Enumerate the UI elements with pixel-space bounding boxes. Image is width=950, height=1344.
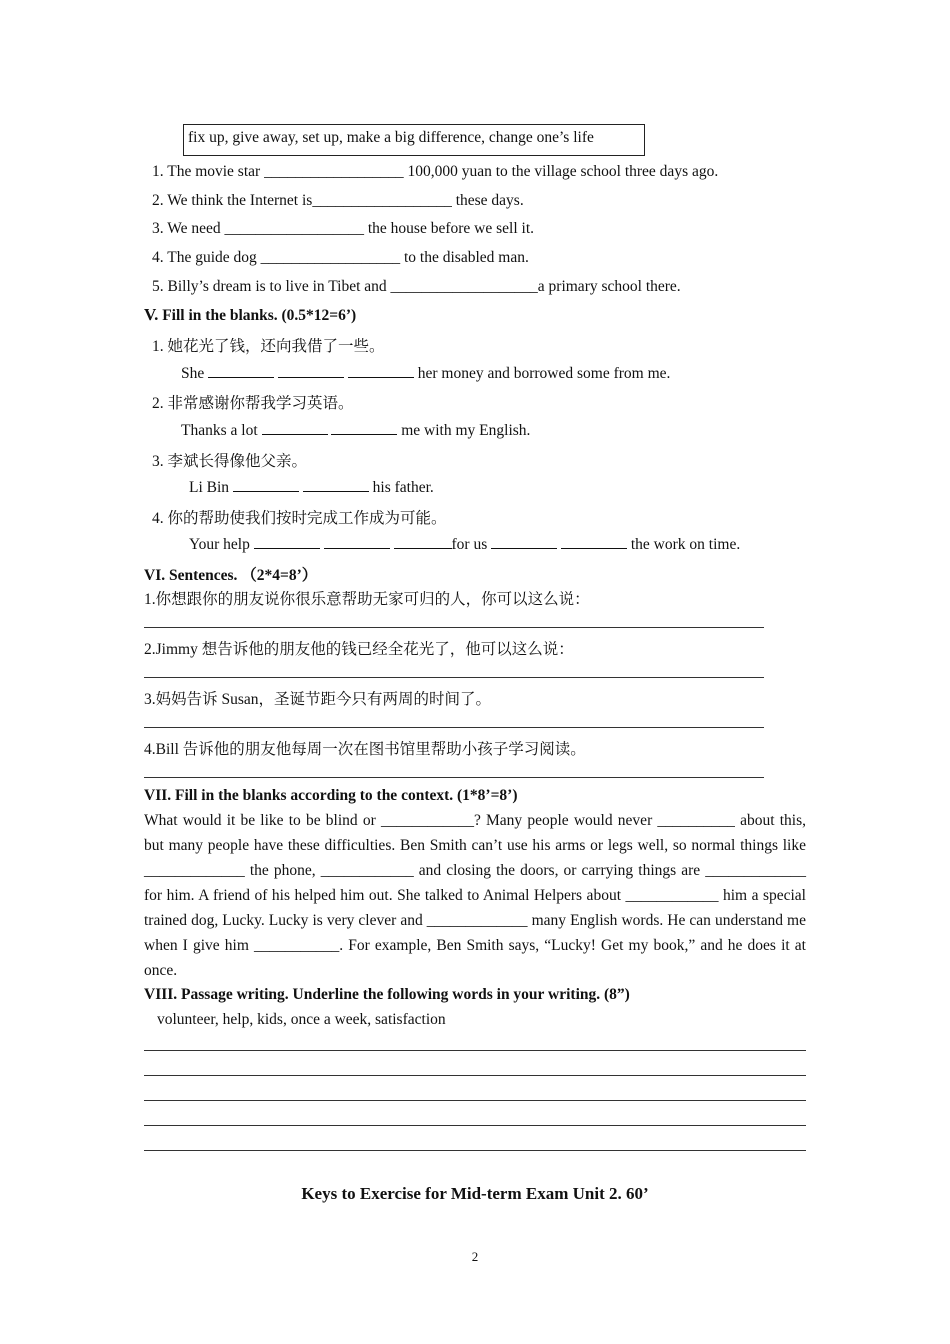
section5-item-4-en <box>189 534 740 554</box>
answer-line[interactable] <box>144 777 764 778</box>
writing-line[interactable] <box>144 1050 806 1051</box>
blank[interactable] <box>394 534 452 549</box>
answer-line[interactable] <box>144 627 764 628</box>
answer-line[interactable] <box>144 677 764 678</box>
section5-item-2-end: me with my English. <box>397 422 531 439</box>
blank[interactable] <box>491 534 557 549</box>
section5-item-4-end: the work on time. <box>626 536 741 553</box>
section6-item-3: 3.妈妈告诉 Susan，圣诞节距今只有两周的时间了。 <box>144 691 492 708</box>
section5-item-2-en <box>181 420 530 440</box>
section5-item-1-end: her money and borrowed some from me. <box>413 365 671 382</box>
word-bank-text: fix up, give away, set up, make a big difference, change one’s life <box>188 129 594 146</box>
blank[interactable] <box>331 420 397 435</box>
section5-item-1-cn: 1. 她花光了钱，还向我借了一些。 <box>152 338 385 355</box>
blank[interactable] <box>303 477 369 492</box>
section5-heading <box>144 305 356 325</box>
writing-line[interactable] <box>144 1125 806 1126</box>
blank[interactable] <box>561 534 627 549</box>
writing-line[interactable] <box>144 1100 806 1101</box>
page-number: 2 <box>471 1249 479 1264</box>
writing-line[interactable] <box>144 1075 806 1076</box>
keys-title: Keys to Exercise for Mid-term Exam Unit 2. 60’ <box>301 1184 649 1203</box>
section5-item-3-cn: 3. 李斌长得像他父亲。 <box>152 453 308 470</box>
section5-item-2-start: Thanks a lot <box>181 422 258 439</box>
blank[interactable] <box>278 363 344 378</box>
section8-heading: VIII. Passage writing. Underline the following words in your writing. (8”) <box>144 986 630 1003</box>
writing-line[interactable] <box>144 1150 806 1151</box>
section7-heading: VII. Fill in the blanks according to the context. (1*8’=8’) <box>144 787 518 804</box>
section4-item-2: 2. We think the Internet is__________________ these days. <box>152 192 524 209</box>
section6-heading: VI. Sentences. （2*4=8’） <box>144 567 318 584</box>
section4-item-1: 1. The movie star __________________ 100,000 yuan to the village school three days ago. <box>152 163 719 180</box>
section4-item-3: 3. We need __________________ the house before we sell it. <box>152 220 535 237</box>
blank[interactable] <box>233 477 299 492</box>
section5-item-3-end: his father. <box>368 479 434 496</box>
section5-roman: V. <box>144 305 159 324</box>
section8-words: volunteer, help, kids, once a week, satisfaction <box>157 1011 446 1028</box>
section5-item-4-start: Your help <box>189 536 250 553</box>
section5-item-3-en <box>189 477 434 497</box>
blank[interactable] <box>254 534 320 549</box>
section6-item-4: 4.Bill 告诉他的朋友他每周一次在图书馆里帮助小孩子学习阅读。 <box>144 741 586 758</box>
section5-item-2-cn: 2. 非常感谢你帮我学习英语。 <box>152 395 354 412</box>
section4-item-5: 5. Billy’s dream is to live in Tibet and ___________________a primary school there. <box>152 278 681 295</box>
section6-item-1: 1.你想跟你的朋友说你很乐意帮助无家可归的人，你可以这么说： <box>144 591 590 608</box>
section5-item-4-cn: 4. 你的帮助使我们按时完成工作成为可能。 <box>152 510 447 527</box>
section4-item-4: 4. The guide dog __________________ to the disabled man. <box>152 249 529 266</box>
section5-heading-text: Fill in the blanks. (0.5*12=6’) <box>158 307 357 324</box>
section5-item-1-en <box>181 363 670 383</box>
blank[interactable] <box>348 363 414 378</box>
blank[interactable] <box>262 420 328 435</box>
section6-item-2: 2.Jimmy 想告诉他的朋友他的钱已经全花光了，他可以这么说： <box>144 641 574 658</box>
section5-item-4-mid: for us <box>451 536 488 553</box>
word-bank-box <box>183 124 645 156</box>
section7-passage: What would it be like to be blind or ____________? Many people would never __________ about this, but many people have these difficulties. Ben Smith can’t use his arms or legs well, so normal things like _____________ the phone, ____________ and closing the doors, or carrying things are _____________ for him. A friend of his helped him out. She talked to Animal Helpers about ____________ him a special trained dog, Lucky. Lucky is very clever and _____________ many English words. He can understand me when I give him ___________. For example, Ben Smith says, “Lucky! Get my book,” and he does it at once. <box>144 812 806 979</box>
section5-item-1-start: She <box>181 365 205 382</box>
answer-line[interactable] <box>144 727 764 728</box>
section5-item-3-start: Li Bin <box>189 479 230 496</box>
blank[interactable] <box>208 363 274 378</box>
blank[interactable] <box>324 534 390 549</box>
